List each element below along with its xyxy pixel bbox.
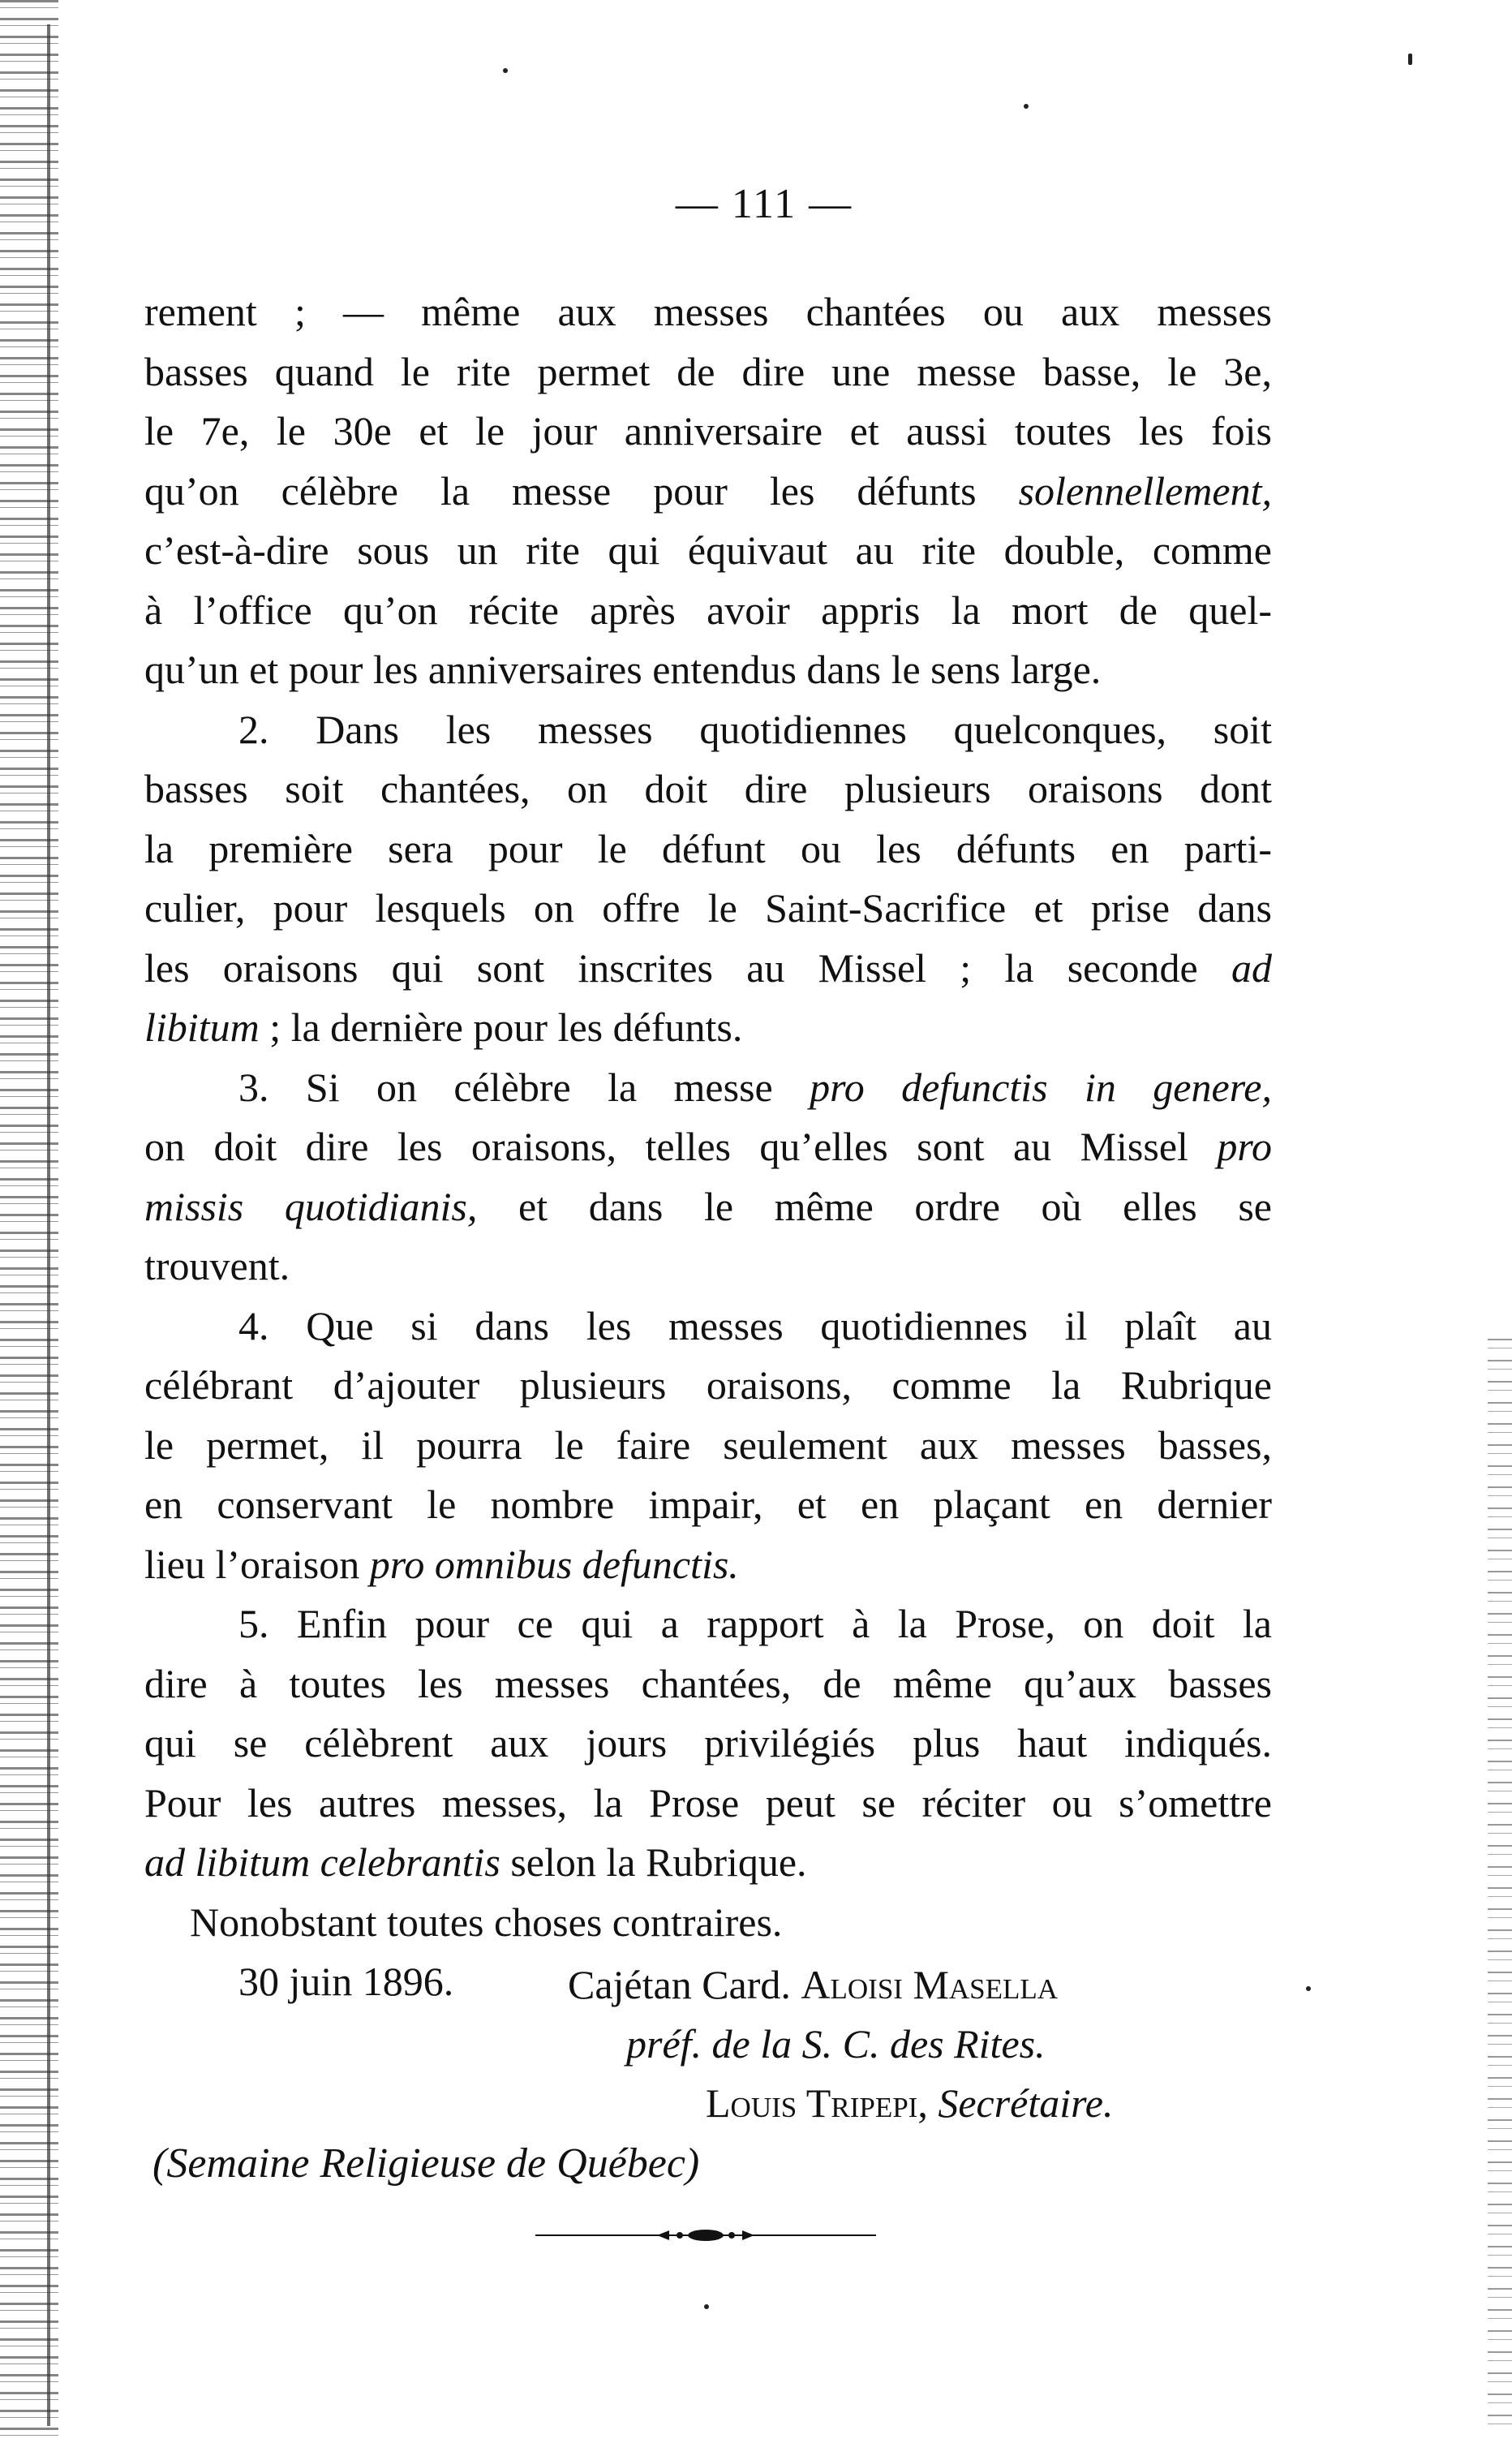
text-run: on doit dire les oraisons, telles qu’elles sont au Missel — [144, 1124, 1218, 1169]
body-text — [144, 282, 1272, 2012]
signature-cardinal-name: Aloisi Masella — [801, 1962, 1059, 2007]
text-line: 5. Enfin pour ce qui a rapport à la Prose, on doit la — [238, 1601, 1272, 1646]
text-line: la première sera pour le défunt ou les défunts en parti- — [144, 825, 1272, 871]
paragraph — [144, 1297, 1272, 1595]
text-line — [144, 462, 1272, 522]
paragraph — [144, 1058, 1272, 1297]
italic-text-run: missis quotidianis, — [144, 1183, 478, 1229]
signature-prefect-title: préf. de la S. C. des Rites. — [626, 2021, 1046, 2067]
text-line: qu’un et pour les anniversaires entendus dans le sens large. — [144, 647, 1102, 692]
text-line: basses soit chantées, on doit dire plusieurs oraisons dont — [144, 766, 1272, 811]
text-run: les oraisons qui sont inscrites au Missel ; la seconde — [144, 944, 1231, 991]
text-run: et dans le même ordre où elles se — [477, 1183, 1272, 1229]
paragraph — [144, 282, 1272, 700]
text-line: célébrant d’ajouter plusieurs oraisons, comme la Rubrique — [144, 1362, 1272, 1408]
text-line — [144, 1177, 1272, 1237]
text-line: basses quand le rite permet de dire une messe basse, le 3e, — [144, 348, 1272, 394]
text-run: selon la Rubrique. — [500, 1839, 807, 1885]
text-line: trouvent. — [144, 1243, 290, 1288]
italic-text-run: solennellement, — [1018, 467, 1272, 514]
signature-secretary-name: Louis Tripepi, — [706, 2080, 928, 2126]
text-line: culier, pour lesquels on offre le Saint-Sacrifice et prise dans — [144, 885, 1272, 931]
text-line: dire à toutes les messes chantées, de même qu’aux basses — [144, 1660, 1272, 1706]
text-line: 30 juin 1896. — [238, 1959, 454, 2004]
text-line: à l’office qu’on récite après avoir appris la mort de quel- — [144, 587, 1272, 633]
text-line — [144, 1535, 1272, 1595]
signature-cardinal-prefix: Cajétan Card. — [568, 1962, 801, 2007]
italic-text-run: pro defunctis in genere, — [810, 1064, 1272, 1110]
italic-text-run: ad — [1231, 944, 1272, 991]
signature-cardinal — [568, 1955, 1058, 2015]
signature-secretary-title: Secrétaire. — [938, 2080, 1114, 2126]
text-run: 3. Si on célèbre la messe — [238, 1064, 810, 1110]
text-line: rement ; — même aux messes chantées ou aux messes — [144, 289, 1272, 334]
text-line: le 7e, le 30e et le jour anniversaire et aussi toutes les fois — [144, 408, 1272, 454]
text-line: 4. Que si dans les messes quotidiennes il plaît au — [238, 1302, 1272, 1348]
text-line: en conservant le nombre impair, et en plaçant en dernier — [144, 1482, 1272, 1527]
text-line: Pour les autres messes, la Prose peut se réciter ou s’omettre — [144, 1779, 1272, 1826]
text-line: Nonobstant toutes choses contraires. — [190, 1899, 783, 1945]
italic-text-run: pro — [1217, 1124, 1272, 1169]
scan-speck — [1408, 54, 1412, 65]
text-run: lieu l’oraison — [144, 1541, 370, 1587]
binding-edge-right — [1488, 1339, 1512, 2426]
paragraph — [144, 1893, 1272, 1953]
paragraph — [144, 1594, 1272, 1893]
text-run: ; la dernière pour les défunts. — [259, 1004, 743, 1050]
scan-speck — [503, 68, 508, 73]
text-line — [144, 1833, 1272, 1893]
text-line — [144, 939, 1272, 999]
text-line: le permet, il pourra le faire seulement aux messes basses, — [144, 1421, 1272, 1468]
italic-text-run: pro omnibus defunctis. — [369, 1541, 739, 1587]
text-line: 2. Dans les messes quotidiennes quelconques, soit — [238, 706, 1272, 752]
binding-edge-line — [47, 24, 50, 2426]
text-line: c’est-à-dire sous un rite qui équivaut au rite double, comme — [144, 527, 1272, 573]
page-number: — 111 — — [675, 181, 853, 227]
ornamental-rule — [535, 2227, 876, 2243]
italic-text-run: libitum — [144, 1004, 260, 1050]
text-run: qu’on célèbre la messe pour les défunts — [144, 467, 1019, 514]
paragraph — [144, 700, 1272, 1058]
text-line: qui se célèbrent aux jours privilégiés plus haut indiqués. — [144, 1720, 1272, 1766]
scan-speck — [1024, 104, 1029, 109]
text-line — [144, 1058, 1272, 1118]
signature-secretary — [706, 2074, 1113, 2134]
source-citation: (Semaine Religieuse de Québec) — [152, 2140, 700, 2187]
scan-speck — [1306, 1986, 1311, 1991]
text-line — [144, 1117, 1272, 1177]
scan-speck — [704, 2304, 709, 2309]
text-line — [144, 998, 1272, 1058]
italic-text-run: ad libitum celebrantis — [144, 1839, 500, 1885]
